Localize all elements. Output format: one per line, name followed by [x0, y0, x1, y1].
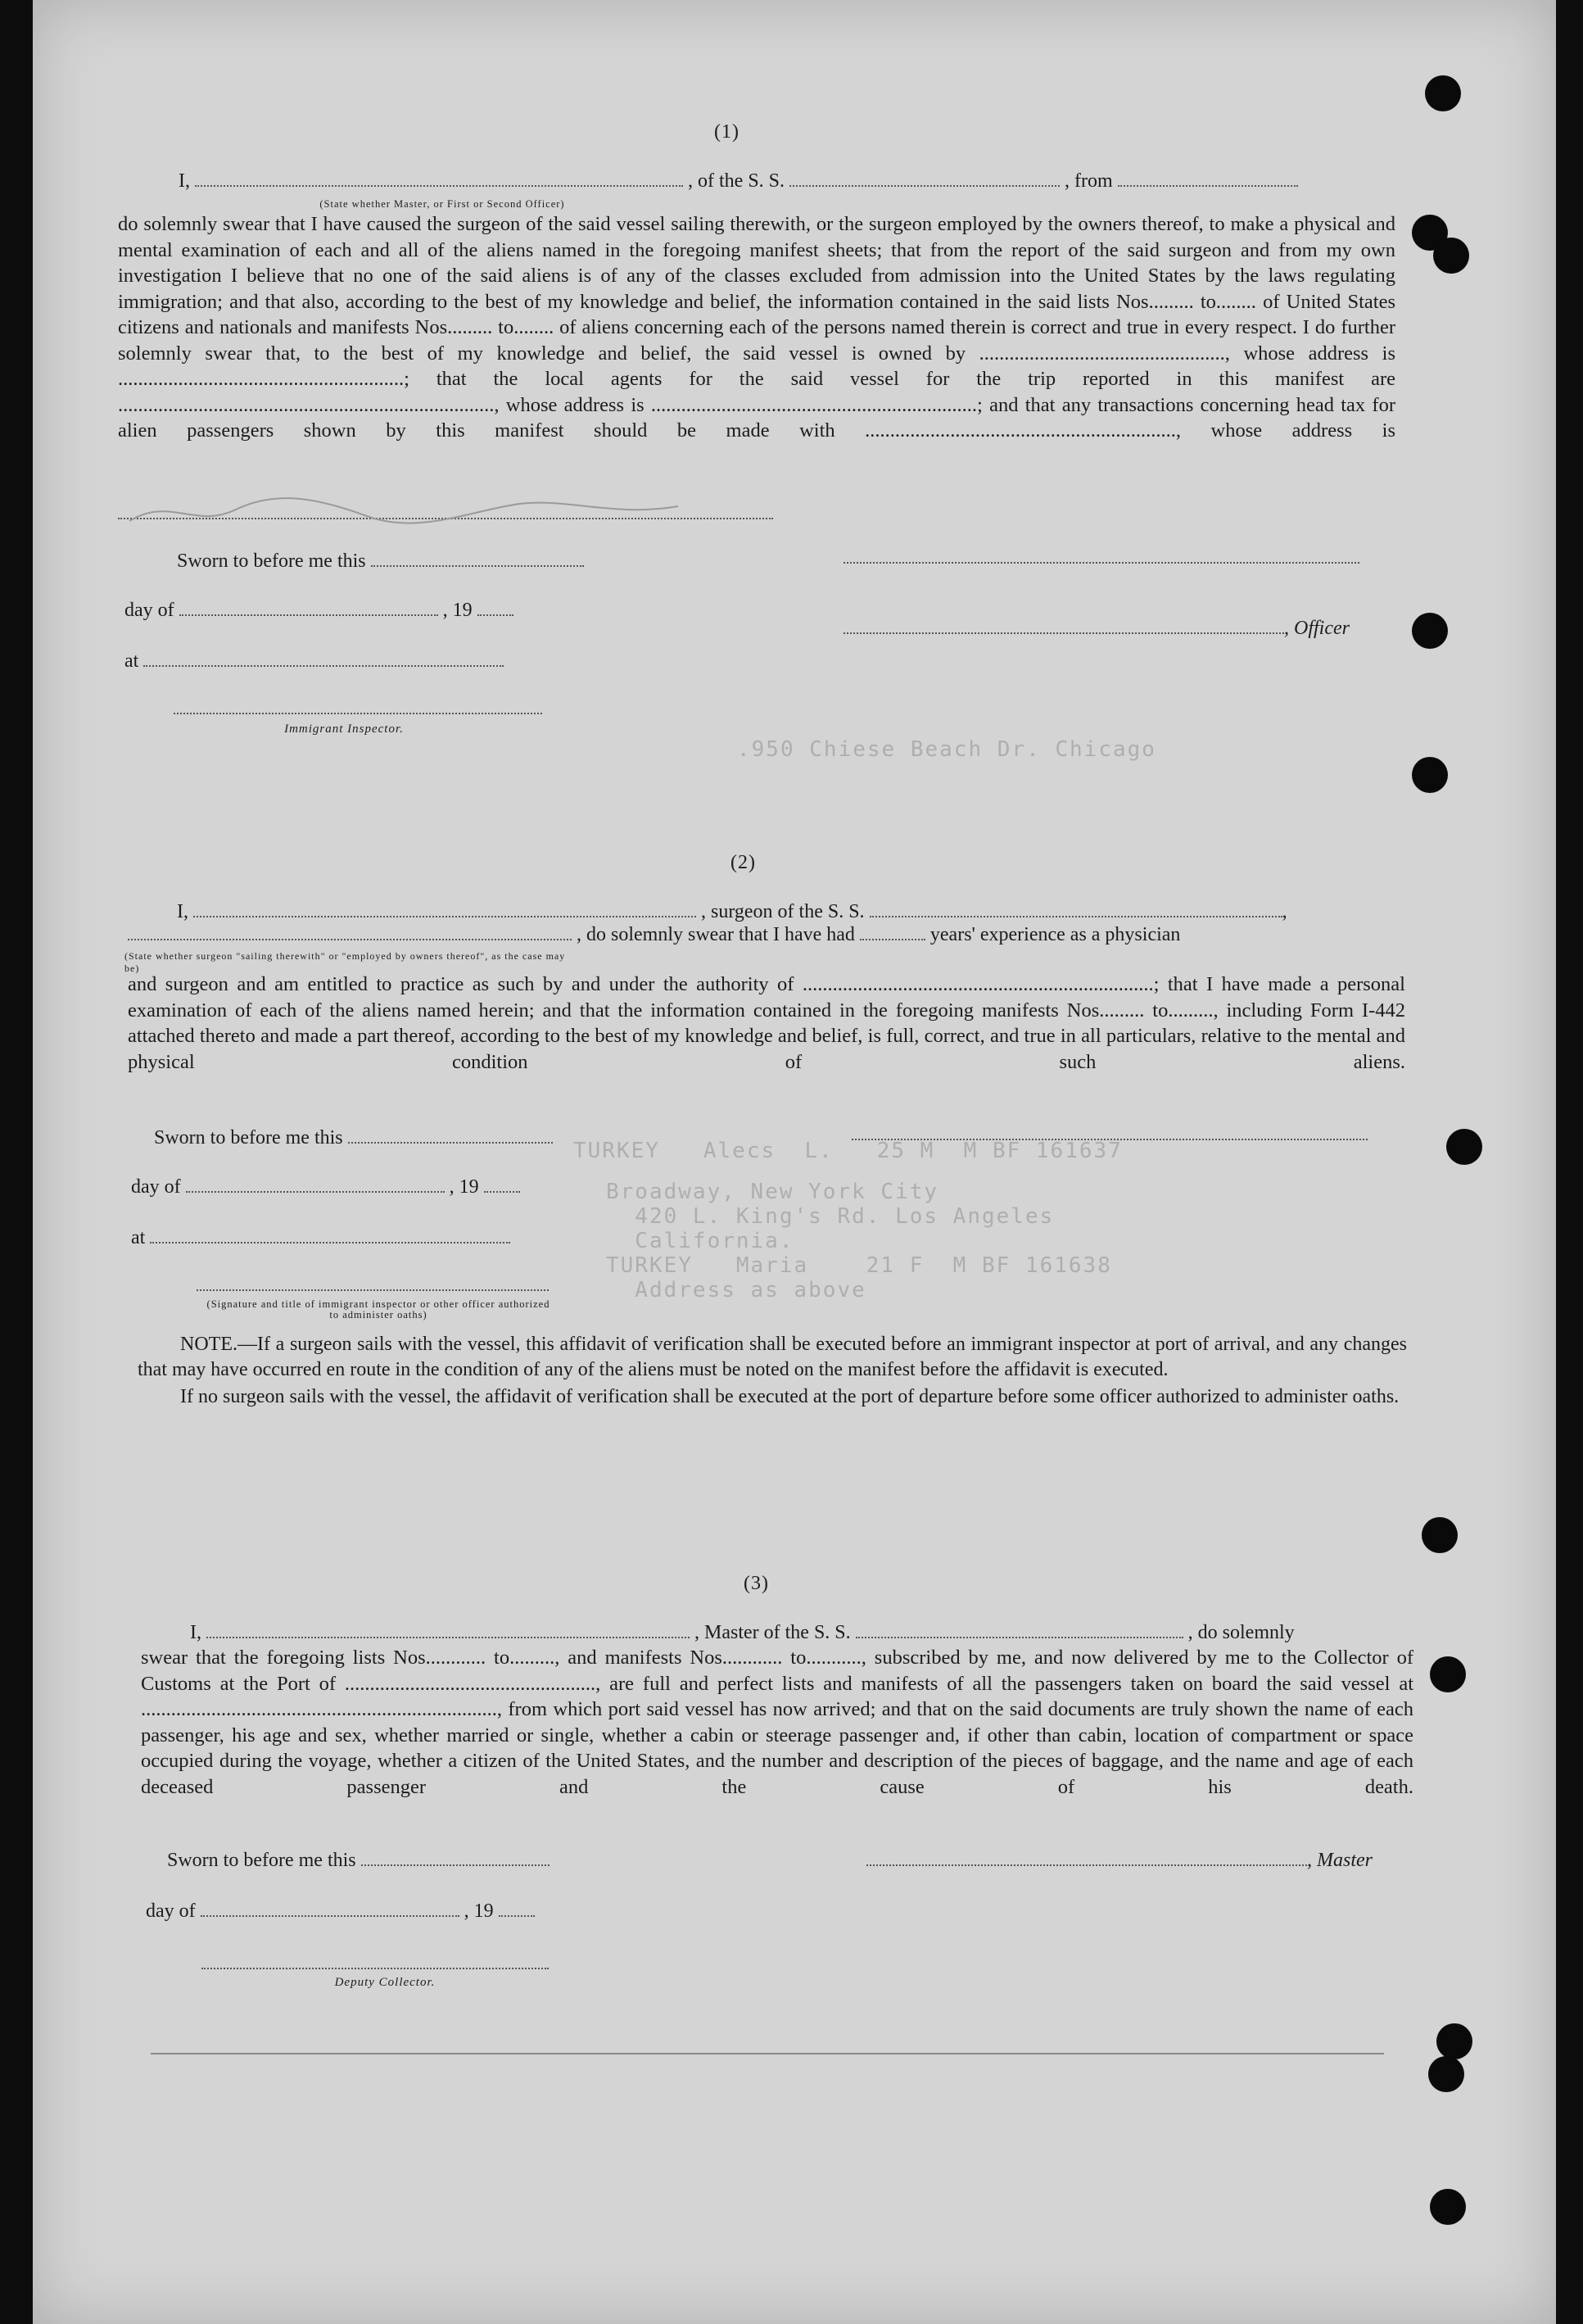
day-of-label: day of	[131, 1176, 181, 1198]
from-label: , from	[1065, 170, 1113, 192]
section-3-body	[141, 1645, 1413, 1800]
surgeon-status-field[interactable]	[128, 924, 572, 940]
month-field[interactable]	[179, 600, 438, 616]
at-label: at	[131, 1227, 146, 1248]
master-vessel-field[interactable]	[856, 1622, 1183, 1638]
punch-hole	[1422, 1517, 1458, 1553]
section-3-oath-line	[190, 1622, 1295, 1644]
master-caption: (State whether Master, or First or Second Officer)	[319, 198, 565, 210]
section-3-number: (3)	[744, 1573, 769, 1594]
year-field[interactable]	[499, 1900, 535, 1917]
section-1-sworn-row	[177, 550, 584, 573]
section-2-body-text: and surgeon and am entitled to practice as such by and under the authority of ......................................................................; that I have made a personal examination of each of the aliens named herein; and that the information contained in the foregoing manifests Nos......... to........., including Form I-442 attached thereto and made a part thereof, according to the best of my knowledge and belief, is full, correct, and true in all particulars, relative to the mental and physical condition of such aliens.	[128, 973, 1405, 1073]
punch-hole	[1430, 2189, 1466, 2225]
note-paragraph-1: NOTE.—If a surgeon sails with the vessel, this affidavit of verification shall be executed before an immigrant inspector at port of arrival, and any changes that may have occurred en route in the condition of any of the aliens must be noted on the manifest before the affidavit is executed.	[138, 1334, 1407, 1380]
section-1-number: (1)	[714, 121, 739, 143]
surgeon-vessel-field[interactable]	[870, 901, 1282, 917]
year-field[interactable]	[484, 1176, 520, 1193]
punch-hole	[1433, 238, 1469, 274]
officer-title-field[interactable]	[844, 618, 1284, 634]
punch-hole	[1430, 1656, 1466, 1692]
year-field[interactable]	[477, 600, 513, 616]
sworn-label: Sworn to before me this	[167, 1850, 356, 1871]
vessel-name-field[interactable]	[789, 170, 1060, 187]
punch-hole	[1436, 2023, 1472, 2059]
year-label: , 19	[442, 600, 473, 621]
note-paragraph-2: If no surgeon sails with the vessel, the affidavit of verification shall be executed at the port of departure before some officer authorized to administer oaths.	[180, 1386, 1400, 1407]
sworn-label: Sworn to before me this	[177, 550, 366, 572]
punch-hole	[1446, 1129, 1482, 1165]
section-1-oath-line	[179, 170, 1298, 193]
of-the-ss-label: , of the S. S.	[688, 170, 785, 192]
surgeon-caption: (State whether surgeon "sailing therewith" or "employed by owners thereof", as the case may be)	[124, 950, 566, 974]
sworn-label: Sworn to before me this	[154, 1127, 343, 1148]
day-of-label: day of	[124, 600, 174, 621]
section-2-body	[128, 972, 1405, 1075]
month-field[interactable]	[186, 1176, 445, 1193]
master-of-ss-label: , Master of the S. S.	[694, 1622, 851, 1643]
master-label: , Master	[1307, 1850, 1373, 1871]
year-label: , 19	[449, 1176, 479, 1198]
collector-caption: Deputy Collector.	[334, 1976, 436, 1989]
section-2-oath-line: I, , surgeon of the S. S. ,	[177, 901, 1287, 922]
officer-name-field[interactable]	[195, 170, 683, 187]
years-experience-label: years' experience as a physician	[929, 924, 1181, 945]
day-of-label: day of	[146, 1900, 196, 1922]
officer-signature-line	[844, 562, 1359, 564]
month-field[interactable]	[201, 1900, 459, 1917]
inspector-caption: Immigrant Inspector.	[284, 723, 404, 736]
place-field[interactable]	[143, 650, 504, 667]
signature-caption: (Signature and title of immigrant inspector or other officer authorized to administer oaths)	[206, 1298, 550, 1321]
officer-label: , Officer	[1284, 618, 1350, 639]
section-3-day-row	[146, 1900, 535, 1923]
section-2-at-row	[131, 1227, 510, 1249]
master-name-field[interactable]	[206, 1622, 690, 1638]
inspector-signature-line	[174, 713, 542, 714]
sworn-day-field[interactable]	[361, 1850, 550, 1866]
year-label: , 19	[464, 1900, 494, 1922]
bottom-rule	[151, 2053, 1384, 2054]
section-2-day-row	[131, 1176, 520, 1198]
surgeon-signature-line	[852, 1139, 1368, 1140]
surgeon-name-field[interactable]	[193, 901, 696, 917]
oath-i-label: I,	[179, 170, 190, 192]
officer-signature	[121, 488, 694, 541]
section-2-sworn-row	[154, 1127, 553, 1149]
section-3-body-text: swear that the foregoing lists Nos............ to........., and manifests Nos............ to..........., subscribed by me, and now delivered by me to the Collector of Customs at the Port of .................................................., are full and perfect lists and manifests of all the passengers taken on board the said vessel at ......................................................................., from which port said vessel has now arrived; and that on the said documents are truly shown the name of each passenger, his age and sex, whether married or single, whether a cabin or steerage passenger and, if other than cabin, location of compartment or space occupied during the voyage, whether a citizen of the United States, and the number and description of the pieces of baggage, and the name and age of each deceased passenger and the cause of his death.	[141, 1647, 1413, 1798]
section-1-officer-row	[844, 618, 1350, 640]
do-solemnly-label: , do solemnly	[1187, 1622, 1295, 1643]
punch-hole	[1412, 613, 1448, 649]
punch-hole	[1425, 75, 1461, 111]
at-label: at	[124, 650, 139, 672]
bleed-through-mark: .950 Chiese Beach Dr. Chicago	[737, 737, 1156, 762]
sworn-day-field[interactable]	[371, 550, 584, 567]
master-signature-field[interactable]	[866, 1850, 1307, 1866]
section-1-at-row	[124, 650, 504, 673]
surgeon-of-ss-label: , surgeon of the S. S.	[701, 901, 865, 922]
bleed-through-mark: Broadway, New York City 420 L. King's Rd. Los Angeles California. TURKEY Maria 21 F M BF 161638 Address as above	[606, 1180, 1112, 1302]
surgeon-note	[138, 1332, 1407, 1410]
section-1-body-text: do solemnly swear that I have caused the surgeon of the said vessel sailing therewith, or the surgeon employed by the owners thereof, to make a physical and mental examination of each and all of the aliens named in the foregoing manifest sheets; that from the report of the said surgeon and from my own investigation I believe that no one of the said aliens is of any of the classes excluded from admission into the United States by the laws regulating immigration; and that also, according to the best of my knowledge and belief, the information contained in the said lists Nos......... to........ of United States citizens and nationals and manifests Nos......... to........ of aliens concerning each of the persons named therein is correct and true in every respect. I do further solemnly swear that, to the best of my knowledge and belief, the said vessel is owned by ................................................., whose address is .........................................................; that the local agents for the said vessel for the trip reported in this manifest are ..........................................................................., whose address is .................................................................; and that any transactions concerning head tax for alien passengers shown by this manifest should be made with .............................................................., whose address is	[118, 213, 1395, 442]
manifest-verification-page	[33, 0, 1556, 2324]
oath-i-label: I,	[177, 901, 188, 922]
port-from-field[interactable]	[1118, 170, 1298, 187]
punch-hole	[1412, 757, 1448, 793]
sworn-day-field[interactable]	[348, 1127, 553, 1144]
inspector-signature-line	[197, 1289, 549, 1291]
section-2-number: (2)	[730, 852, 756, 873]
collector-signature-line	[201, 1968, 549, 1969]
section-2-experience-line	[128, 924, 1180, 946]
punch-hole	[1428, 2056, 1464, 2092]
section-1-day-row	[124, 600, 513, 622]
section-3-master-row	[866, 1850, 1373, 1872]
solemnly-swear-label: , do solemnly swear that I have had	[577, 924, 855, 945]
oath-i-label: I,	[190, 1622, 201, 1643]
bleed-through-mark: TURKEY Alecs L. 25 M M BF 161637	[573, 1139, 1123, 1163]
section-3-sworn-row	[167, 1850, 550, 1872]
section-1-body	[118, 211, 1395, 444]
years-field[interactable]	[860, 924, 925, 940]
place-field[interactable]	[150, 1227, 510, 1244]
